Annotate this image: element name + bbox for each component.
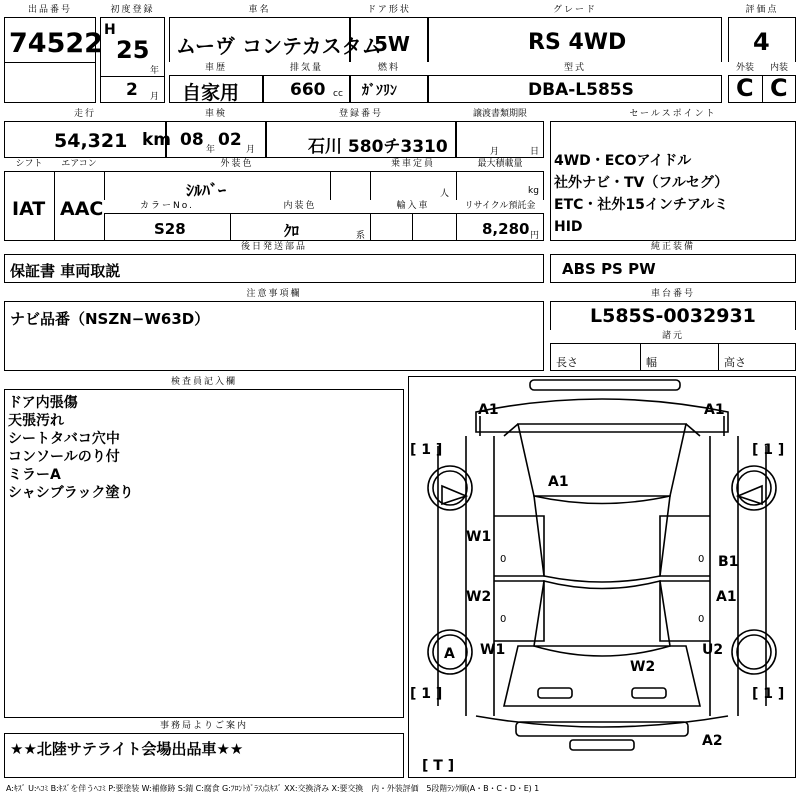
inspection-month: 02 (218, 130, 242, 150)
damage-mark: A1 (548, 474, 569, 490)
mileage-unit: km (142, 130, 172, 150)
load-unit: kg (528, 186, 539, 196)
grade: RS 4WD (528, 30, 627, 55)
zero-mark: 0 (500, 554, 507, 565)
height-label: 高さ (724, 356, 746, 369)
era: H (104, 22, 116, 38)
capacity-label: 乗車定員 (370, 158, 456, 172)
car-damage-diagram (408, 376, 796, 778)
dims-label: 諸元 (550, 330, 796, 344)
office-label: 事務局よりご案内 (4, 720, 404, 734)
exterior-grade: C (736, 74, 754, 102)
damage-mark: W2 (466, 589, 492, 605)
damage-mark: W2 (630, 659, 656, 675)
capacity-unit: 人 (440, 189, 450, 199)
inspector-line: コンソールのり付 (8, 449, 120, 465)
shift-label: シフト (4, 158, 54, 172)
door-label: ドア形状 (350, 4, 428, 18)
mileage-label: 走行 (4, 108, 166, 122)
damage-mark: A2 (702, 733, 723, 749)
transfer-month-unit: 月 (490, 147, 500, 157)
car-name: ムーヴ コンテカスタム (176, 34, 382, 58)
inspector-line: シートタバコ穴中 (8, 431, 120, 447)
genuine-equipment: ABS PS PW (562, 260, 656, 278)
mileage: 54,321 (54, 130, 128, 152)
plate: 石川 580チ3310 (308, 137, 448, 157)
damage-mark: W1 (466, 529, 492, 545)
damage-mark: A1 (716, 589, 737, 605)
shift: IAT (12, 198, 46, 220)
ac: AAC (60, 198, 104, 220)
inspection-year: 08 (180, 130, 204, 150)
reg-year-unit: 年 (150, 66, 160, 76)
displacement-label: 排気量 (263, 62, 350, 76)
tire-mark: [ 1 ] (410, 686, 443, 702)
color-no: S28 (154, 220, 186, 238)
ext-color-label: 外装色 (104, 158, 370, 172)
tire-mark: [ 1 ] (410, 442, 443, 458)
zero-mark: 0 (698, 614, 705, 625)
tire-mark: [ 1 ] (752, 442, 785, 458)
recycle-unit: 円 (530, 231, 540, 241)
model: DBA-L585S (528, 80, 634, 100)
score: 4 (753, 28, 770, 56)
inspector-label: 検査員記入欄 (4, 376, 404, 390)
int-color-unit: 系 (356, 231, 366, 241)
reg-month: 2 (126, 80, 138, 100)
recycle-fee: 8,280 (482, 220, 530, 238)
displacement-unit: cc (333, 89, 343, 99)
damage-mark: A (444, 646, 455, 662)
ac-label: エアコン (54, 158, 104, 172)
reg-month-unit: 月 (150, 92, 160, 102)
car-name-label: 車名 (169, 4, 350, 18)
reg-year: 25 (116, 36, 150, 64)
sales-point: 社外ナビ・TV（フルセグ） (554, 175, 729, 191)
first-registration-label: 初度登録 (100, 4, 165, 18)
inspector-line: 天張汚れ (8, 413, 64, 429)
inspector-notes (8, 394, 133, 502)
inspection-label: 車検 (166, 108, 266, 122)
interior-label: 内装 (762, 62, 796, 76)
load-label: 最大積載量 (456, 158, 544, 172)
notes-label: 注意事項欄 (4, 288, 544, 302)
displacement: 660 (290, 80, 326, 100)
exterior-label: 外装 (728, 62, 762, 76)
zero-mark: 0 (698, 554, 705, 565)
damage-mark: A1 (478, 402, 499, 418)
length-label: 長さ (556, 356, 578, 369)
history-label: 車歴 (169, 62, 263, 76)
chassis-number: L585S-0032931 (590, 305, 756, 327)
color-no-label: カラーNo. (104, 200, 230, 214)
model-label: 型式 (428, 62, 722, 76)
inspector-line: ドア内張傷 (8, 395, 78, 411)
inspector-line: ミラーA (8, 467, 61, 483)
lot-number: 74522 (9, 28, 103, 59)
damage-mark: W1 (480, 642, 506, 658)
import-label: 輸入車 (370, 200, 456, 214)
inspection-month-unit: 月 (246, 145, 256, 155)
chassis-label: 車台番号 (550, 288, 796, 302)
door-type: 5W (374, 32, 410, 56)
sales-points-label: セールスポイント (550, 108, 796, 122)
recycle-label: リサイクル預託金 (456, 200, 544, 214)
transfer-day-unit: 日 (530, 147, 540, 157)
tire-mark: [ 1 ] (752, 686, 785, 702)
score-label: 評価点 (728, 4, 796, 18)
later-parts: 保証書 車両取説 (10, 262, 121, 280)
sales-points-list (554, 150, 728, 238)
sales-point: HID (554, 219, 583, 235)
plate-label: 登録番号 (266, 108, 456, 122)
int-color: ｸﾛ (284, 222, 300, 240)
int-color-label: 内装色 (230, 200, 370, 214)
sales-point: ETC・社外15インチアルミ (554, 197, 729, 213)
history: 自家用 (182, 82, 240, 104)
genuine-equipment-label: 純正装備 (550, 241, 796, 255)
ext-color: ｼﾙﾊﾞｰ (186, 181, 227, 200)
transfer-label: 譲渡書類期限 (456, 108, 544, 122)
sales-point: 4WD・ECOアイドル (554, 153, 692, 169)
damage-mark: B1 (718, 554, 739, 570)
inspector-line: シャシブラック塗り (8, 485, 134, 501)
inspection-year-unit: 年 (206, 145, 216, 155)
fuel: ｶﾞｿﾘﾝ (362, 83, 397, 99)
grade-label: グレード (428, 4, 722, 18)
later-parts-label: 後日発送部品 (4, 241, 544, 255)
tire-mark: [ T ] (422, 758, 455, 774)
legend: A:ｷｽﾞ U:ﾍｺﾐ B:ｷｽﾞを伴うﾍｺﾐ P:要塗装 W:補修跡 S:錆 C:腐食 G:ﾌﾛﾝﾄｶﾞﾗｽ点ｷｽﾞ XX:交換済み X:要交換 内・外装評価 5段階ﾗﾝｸ順(A・B・C・D・E) 1 (6, 784, 540, 793)
lot-number-label: 出品番号 (4, 4, 96, 18)
width-label: 幅 (646, 356, 657, 369)
notes: ナビ品番（NSZN−W63D） (10, 310, 210, 328)
damage-mark: A1 (704, 402, 725, 418)
damage-mark: U2 (702, 642, 724, 658)
zero-mark: 0 (500, 614, 507, 625)
office-note: ★★北陸サテライト会場出品車★★ (10, 740, 244, 758)
fuel-label: 燃料 (350, 62, 428, 76)
interior-grade: C (770, 74, 788, 102)
